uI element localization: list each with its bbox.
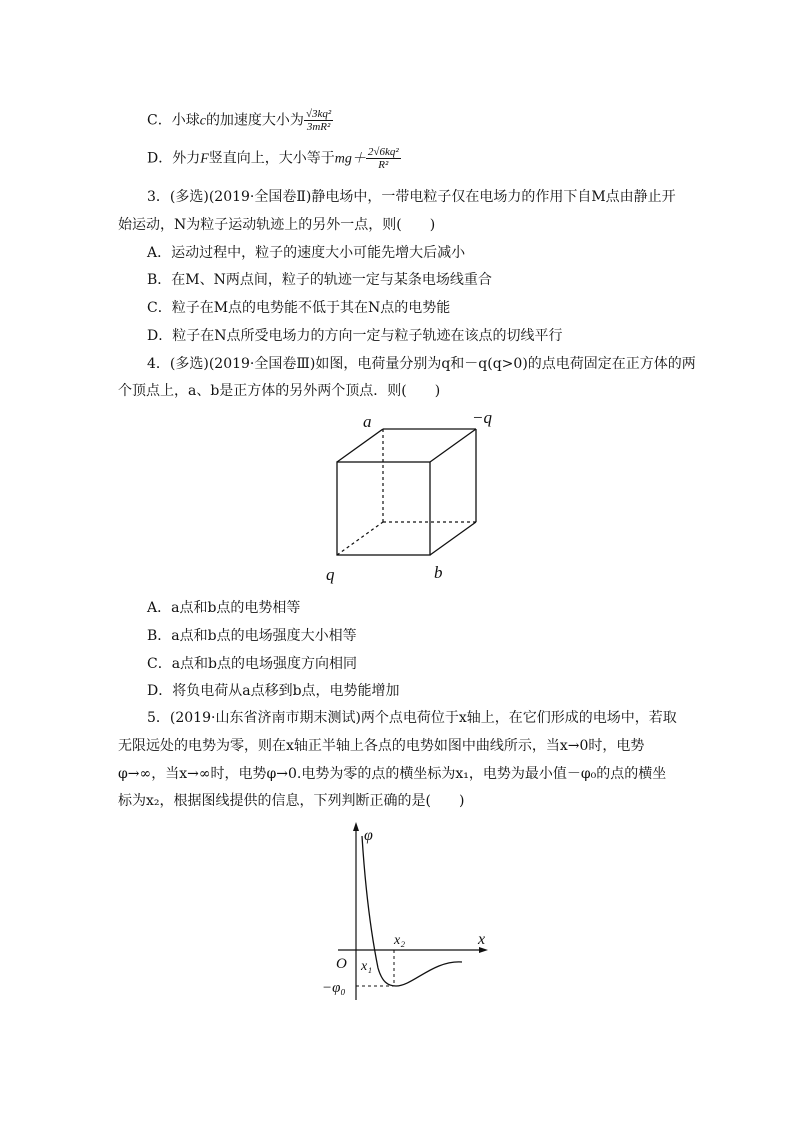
fraction: [304, 108, 333, 133]
cube-edge: [430, 429, 476, 462]
q4-stem-line2: 个顶点上，a、b是正方体的另外两个顶点．则( ): [118, 383, 441, 399]
fraction-denominator: 3mR²: [306, 121, 331, 133]
q3-option-b: B．在M、N两点间，粒子的轨迹一定与某条电场线重合: [147, 272, 492, 288]
y-axis-arrow: [353, 822, 359, 831]
option-text: 小球: [171, 112, 200, 129]
q4-option-c: C．a点和b点的电场强度方向相同: [147, 656, 358, 672]
fraction-denominator: R²: [378, 159, 389, 171]
label-negative-phi0: −φ₀: [322, 980, 346, 996]
q4-option-a: A．a点和b点的电势相等: [147, 600, 301, 616]
q5-stem-line1: 5．(2019·山东省济南市期末测试)两个点电荷位于x轴上，在它们形成的电场中，若取: [147, 710, 677, 726]
cube-figure: [320, 405, 510, 590]
option-label: D．: [147, 150, 173, 167]
q5-stem-line4: 标为x₂，根据图线提供的信息，下列判断正确的是( ): [118, 793, 465, 809]
cube-edge: [337, 429, 383, 462]
label-q: q: [326, 565, 335, 584]
q3-option-c: C．粒子在M点的电势能不低于其在N点的电势能: [147, 300, 451, 316]
label-x1: x₁: [361, 959, 373, 974]
label-origin: O: [336, 956, 347, 972]
label-b: b: [434, 563, 443, 582]
fraction-numerator: √3kq²: [305, 108, 332, 120]
option-d-prev: [147, 146, 401, 171]
q3-option-d: D．粒子在N点所受电场力的方向一定与粒子轨迹在该点的切线平行: [147, 328, 563, 344]
label-x: x: [478, 931, 486, 948]
label-phi: φ: [364, 827, 373, 844]
fraction-numerator: 2√6kq²: [367, 146, 399, 158]
fraction: [366, 146, 401, 171]
cube-hidden-edge: [337, 522, 383, 555]
q4-stem-line1: 4．(多选)(2019·全国卷Ⅲ)如图，电荷量分别为q和－q(q>0)的点电荷固定在正方体的两: [147, 356, 696, 372]
label-a: a: [363, 412, 372, 431]
expression: mg＋: [334, 151, 366, 167]
potential-curve: [362, 836, 462, 986]
option-label: C．: [147, 112, 172, 129]
option-text: 竖直向上，大小等于: [208, 150, 335, 167]
q5-stem-line3: φ→∞，当x→∞时，电势φ→0.电势为零的点的横坐标为x₁，电势为最小值－φ₀的点的横坐: [118, 766, 667, 782]
variable-f: F: [200, 151, 209, 167]
label-x2: x₂: [394, 933, 406, 948]
option-text: 外力: [172, 150, 201, 167]
q5-stem-line2: 无限远处的电势为零，则在x轴正半轴上各点的电势如图中曲线所示，当x→0时，电势: [118, 738, 645, 754]
potential-graph: [318, 820, 498, 1010]
variable-c: c: [199, 113, 206, 129]
q3-stem-line1: 3．(多选)(2019·全国卷Ⅱ)静电场中，一带电粒子仅在电场力的作用下自M点由静止开: [147, 189, 676, 205]
cube-edge: [430, 522, 476, 555]
q4-option-b: B．a点和b点的电场强度大小相等: [147, 628, 357, 644]
label-negative-q: −q: [472, 408, 492, 427]
q3-option-a: A．运动过程中，粒子的速度大小可能先增大后减小: [147, 245, 466, 261]
option-c-prev: [147, 108, 333, 133]
option-text: 的加速度大小为: [205, 112, 304, 129]
q3-stem-line2: 始运动，N为粒子运动轨迹上的另外一点，则( ): [118, 217, 436, 233]
q4-option-d: D．将负电荷从a点移到b点，电势能增加: [147, 683, 400, 699]
